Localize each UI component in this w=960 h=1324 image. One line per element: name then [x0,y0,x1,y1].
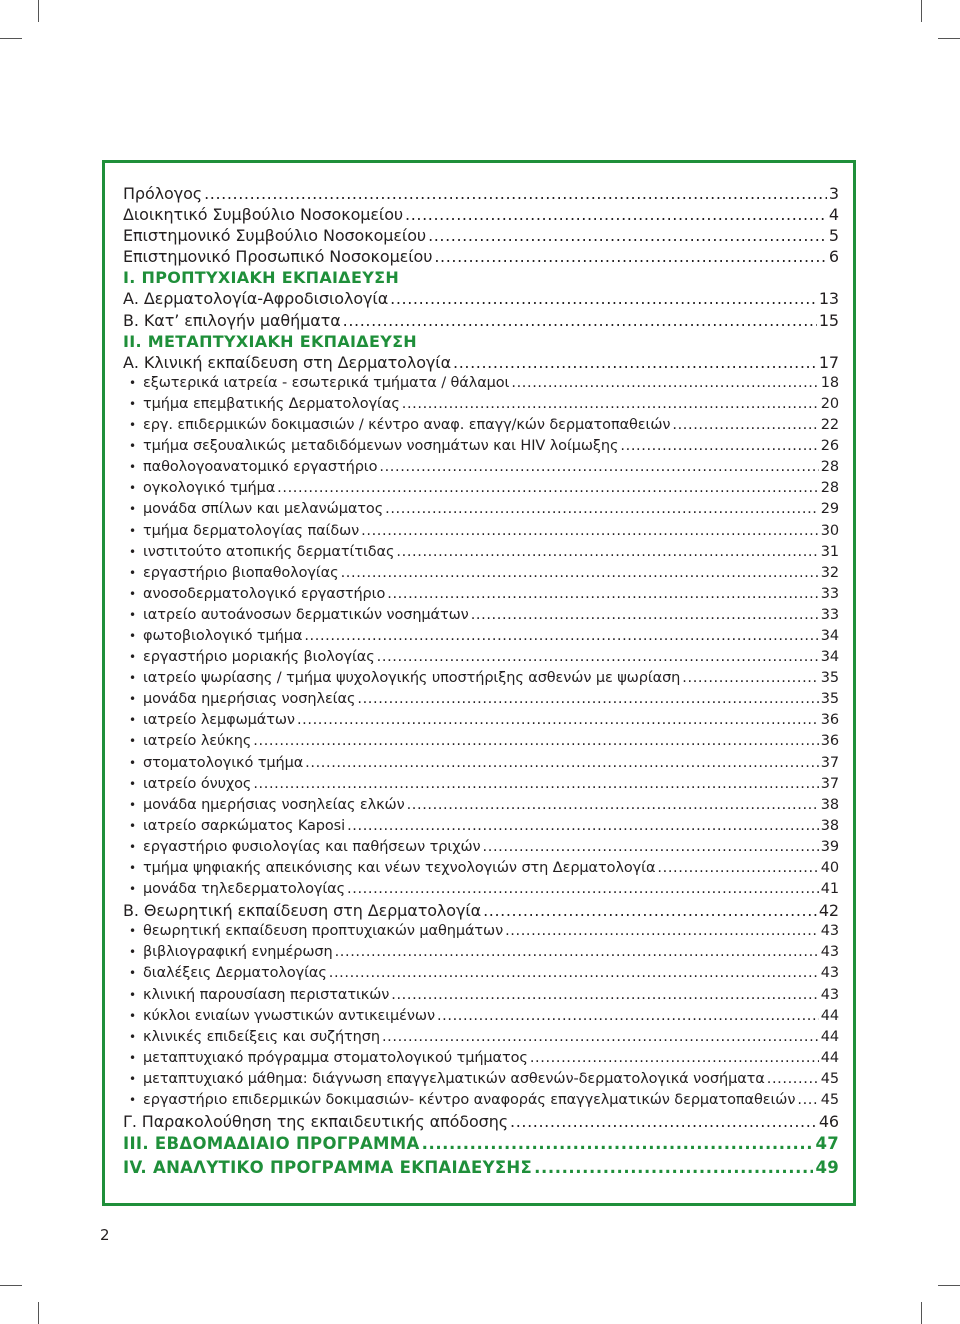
dot-leader [361,521,819,542]
toc-entry-page: 32 [820,564,839,581]
dot-leader [407,795,819,816]
page-number: 2 [100,1226,110,1244]
toc-entry-title: ΙΙΙ. ΕΒΔΟΜΑΔΙΑΙΟ ΠΡΟΓΡΑΜΜΑ [123,1134,420,1154]
bullet-icon: • [129,945,136,960]
toc-entry [123,1090,839,1111]
crop-mark [921,0,922,22]
toc-entry [123,900,839,921]
toc-entry-title: ογκολογικό τμήμα [143,480,276,497]
dot-leader [483,837,819,858]
dot-leader [511,373,818,394]
crop-mark [38,0,39,22]
crop-mark [0,1285,22,1286]
toc-entry [123,352,839,373]
dot-leader [277,478,819,499]
toc-entry [123,1111,839,1132]
toc-entry-page: 36 [820,733,839,750]
toc-entry [123,816,839,837]
toc-entry-title: ιατρείο όνυχος [143,775,252,792]
dot-leader [767,1069,819,1090]
bullet-icon: • [129,861,136,875]
dot-leader [329,963,819,984]
bullet-icon: • [129,396,136,411]
toc-entry-title: τμήμα σεξουαλικώς μεταδιδόμενων νοσημάτων και HIV λοίμωξης [143,438,619,455]
dot-leader [422,1132,814,1156]
toc-entry-title: Ι. ΠΡΟΠΤΥΧΙΑΚΗ ΕΚΠΑΙΔΕΥΣΗ [123,268,400,288]
toc-entry-title: τμήμα επεμβατικής Δερματολογίας [143,395,400,412]
toc-entry [123,963,839,984]
dot-leader [396,542,818,563]
toc-entry-page: 4 [828,205,839,225]
toc-entry-page: 43 [820,923,839,940]
toc-entry-page: 17 [818,352,839,372]
crop-mark [0,38,22,39]
dot-leader [453,352,817,373]
toc-entry [123,1048,839,1069]
toc-entry-title: Α. Κλινική εκπαίδευση στη Δερματολογία [123,352,452,372]
toc-entry [123,204,839,225]
toc-entry-title: μεταπτυχιακό πρόγραμμα στοματολογικού τμήματος [143,1049,528,1066]
toc-entry-title: εργαστήριο επιδερμικών δοκιμασιών- κέντρο αναφοράς επαγγελματικών δερματοπαθειών [143,1092,796,1109]
toc-entry-title: ΙV. ΑΝΑΛΥΤΙΚΟ ΠΡΟΓΡΑΜΜΑ ΕΚΠΑΙΔΕΥΣΗΣ [123,1158,533,1178]
dot-leader [657,858,818,879]
dot-leader [483,900,817,921]
bullet-icon: • [129,713,136,728]
toc-entry-title: Β. Θεωρητική εκπαίδευση στη Δερματολογία [123,901,482,921]
dot-leader [347,879,819,900]
toc-entry-page: 3 [828,184,839,203]
toc-entry-title: ιατρείο σαρκώματος Kaposi [143,817,346,834]
toc-entry-page: 41 [820,881,839,898]
toc-entry-page: 39 [820,838,839,855]
toc-entry-title: μονάδα τηλεδερματολογίας [143,881,346,898]
toc-entry-page: 44 [820,1028,839,1045]
toc-entry-title: ιατρείο αυτοάνοσων δερματικών νοσημάτων [143,606,469,623]
toc-entry [123,499,839,520]
toc-entry-page: 34 [820,627,839,644]
toc-entry-title: στοματολογικό τμήμα [143,754,304,771]
toc-entry-page: 18 [820,374,839,391]
bullet-icon: • [129,987,136,1002]
toc-entry-title: μονάδα ημερήσιας νοσηλείας ελκών [143,796,405,813]
toc-entry-title: τμήμα δερματολογίας παίδων [143,522,360,539]
toc-entry-page: 45 [820,1070,839,1087]
toc-entry-title: εργ. επιδερμικών δοκιμασιών / κέντρο αναφ. επαγγ/κών δερματοπαθειών [143,417,671,434]
bullet-icon: • [129,439,136,454]
dot-leader [391,985,818,1006]
dot-leader [377,647,819,668]
toc-entry-title: μονάδα σπίλων και μελανώματος [143,501,384,518]
toc-entry [123,542,839,563]
dot-leader [253,774,818,795]
toc-entry-title: κλινικές επιδείξεις και συζήτηση [143,1028,380,1045]
toc-entry-title: μεταπτυχιακό μάθημα: διάγνωση επαγγελματικών ασθενών-δερματολογικά νοσήματα [143,1070,765,1087]
toc-entry-title: εξωτερικά ιατρεία - εσωτερικά τμήματα / θάλαμοι [143,374,510,391]
toc-entry-page: 35 [820,670,839,687]
toc-entry [123,879,839,900]
toc-entry-title: Επιστημονικό Συμβούλιο Νοσοκομείου [123,226,427,246]
dot-leader [797,1090,818,1111]
toc-entry [123,478,839,499]
bullet-icon: • [129,755,136,770]
toc-entry-page: 31 [820,543,839,560]
bullet-icon: • [129,797,136,812]
toc-entry [123,225,839,246]
bullet-icon: • [129,1029,136,1044]
dot-leader [510,1111,817,1132]
toc-entry-page: 15 [818,310,839,330]
toc-entry-page: 26 [820,438,839,455]
dot-leader [253,731,818,752]
toc-entry [123,584,839,605]
toc-entry [123,1069,839,1090]
crop-mark [938,38,960,39]
dot-leader [341,563,819,584]
crop-mark [938,1285,960,1286]
toc-entry-page: 20 [820,395,839,412]
toc-entry-page: 6 [828,247,839,267]
bullet-icon: • [129,460,136,475]
dot-leader [405,204,827,225]
dot-leader [297,710,819,731]
toc-entry-page: 33 [820,585,839,602]
toc-entry-page: 36 [820,712,839,729]
toc-entry-title: παθολογοανατομικό εργαστήριο [143,459,378,476]
toc-entry-title: διαλέξεις Δερματολογίας [143,965,327,982]
dot-leader [304,626,818,647]
toc-entry-page: 44 [820,1049,839,1066]
bullet-icon: • [129,966,136,981]
toc-entry [123,858,839,879]
bullet-icon: • [129,586,136,601]
dot-leader [530,1048,819,1069]
toc-entry-page: 42 [818,901,839,921]
dot-leader [357,689,818,710]
toc-entry [123,710,839,731]
dot-leader [379,457,818,478]
toc-entry [123,1156,839,1180]
dot-leader [347,816,819,837]
dot-leader [305,753,819,774]
toc-entry [123,521,839,542]
table-of-contents-frame [102,160,856,1206]
toc-entry [123,668,839,689]
dot-leader [385,499,819,520]
toc-entry-page: 22 [820,417,839,434]
bullet-icon: • [129,544,136,559]
toc-entry [123,626,839,647]
toc-entry-title: Πρόλογος [123,184,203,203]
toc-entry-page: 30 [820,522,839,539]
toc-entry-page: 44 [820,1007,839,1024]
toc-entry [123,1027,839,1048]
toc-entry-title: Α. Δερματολογία-Αφροδισιολογία [123,289,389,309]
bullet-icon: • [129,924,136,939]
toc-entry [123,837,839,858]
dot-leader [387,584,819,605]
toc-entry-page: 46 [818,1112,839,1132]
toc-entry-title: Β. Κατ’ επιλογήν μαθήματα [123,310,341,330]
bullet-icon: • [129,650,136,665]
table-of-contents [123,183,839,1180]
bullet-icon: • [129,481,136,496]
dot-leader [534,1156,813,1180]
toc-entry [123,605,839,626]
bullet-icon: • [129,671,136,686]
toc-entry-title: ανοσοδερματολογικό εργαστήριο [143,585,386,602]
toc-entry-page: 37 [820,775,839,792]
toc-entry [123,331,839,352]
toc-entry [123,647,839,668]
dot-leader [335,942,819,963]
toc-entry-title: Επιστημονικό Προσωπικό Νοσοκομείου [123,247,433,267]
dot-leader [682,668,818,689]
toc-entry-title: εργαστήριο φυσιολογίας και παθήσεων τριχών [143,838,481,855]
toc-entry-page: 43 [820,986,839,1003]
toc-entry [123,774,839,795]
toc-entry [123,436,839,457]
bullet-icon: • [129,818,136,833]
toc-entry-page: 13 [818,289,839,309]
toc-entry [123,942,839,963]
toc-entry-title: Διοικητικό Συμβούλιο Νοσοκομείου [123,205,404,225]
bullet-icon: • [129,692,136,707]
bullet-icon: • [129,776,136,791]
toc-entry-page: 40 [820,860,839,876]
toc-entry [123,1132,839,1156]
toc-entry-title: ινστιτούτο ατοπικής δερματίτιδας [143,543,395,560]
toc-entry [123,795,839,816]
dot-leader [620,436,818,457]
toc-entry [123,985,839,1006]
toc-entry-title: ιατρείο λεμφωμάτων [143,712,295,729]
toc-entry-page: 43 [820,965,839,982]
toc-entry-title: ιατρείο ψωρίασης / τμήμα ψυχολογικής υποστήριξης ασθενών με ψωρίαση [143,670,681,687]
toc-entry-page: 35 [820,691,839,708]
toc-entry-title: ιατρείο λεύκης [143,733,252,750]
toc-entry [123,563,839,584]
toc-entry-title: ΙΙ. ΜΕΤΑΠΤΥΧΙΑΚΗ ΕΚΠΑΙΔΕΥΣΗ [123,331,417,351]
toc-entry-page: 45 [820,1092,839,1109]
toc-entry-page: 28 [820,459,839,476]
toc-entry-title: θεωρητική εκπαίδευση προπτυχιακών μαθημάτων [143,923,504,940]
toc-entry [123,267,839,288]
toc-entry-page: 28 [820,480,839,497]
bullet-icon: • [129,565,136,580]
toc-entry-page: 29 [820,501,839,518]
toc-entry [123,753,839,774]
toc-entry-page: 47 [815,1134,839,1154]
dot-leader [204,183,827,204]
dot-leader [471,605,819,626]
toc-entry-title: φωτοβιολογικό τμήμα [143,627,303,644]
toc-entry-title: τμήμα ψηφιακής απεικόνισης και νέων τεχνολογιών στη Δερματολογία [143,860,656,876]
dot-leader [382,1027,819,1048]
dot-leader [672,415,818,436]
toc-entry [123,246,839,267]
dot-leader [402,394,819,415]
toc-entry [123,731,839,752]
toc-entry [123,921,839,942]
bullet-icon: • [129,607,136,622]
toc-entry [123,1006,839,1027]
toc-entry-page: 37 [820,754,839,771]
toc-entry [123,310,839,331]
bullet-icon: • [129,1093,136,1108]
toc-entry-title: μονάδα ημερήσιας νοσηλείας [143,691,356,708]
bullet-icon: • [129,1071,136,1086]
dot-leader [390,288,817,309]
crop-mark [921,1302,922,1324]
toc-entry [123,689,839,710]
toc-entry-title: κλινική παρουσίαση περιστατικών [143,986,390,1003]
toc-entry-title: κύκλοι ενιαίων γνωστικών αντικειμένων [143,1007,435,1024]
toc-entry-page: 43 [820,944,839,961]
toc-entry [123,394,839,415]
bullet-icon: • [129,882,136,897]
toc-entry-page: 49 [815,1158,839,1178]
toc-entry [123,288,839,309]
bullet-icon: • [129,628,136,643]
toc-entry-page: 34 [820,649,839,666]
dot-leader [505,921,819,942]
toc-entry [123,183,839,204]
toc-entry-title: εργαστήριο μοριακής βιολογίας [143,649,375,666]
bullet-icon: • [129,523,136,538]
toc-entry [123,457,839,478]
dot-leader [428,225,827,246]
toc-entry-title: Γ. Παρακολούθηση της εκπαιδευτικής απόδοσης [123,1112,509,1132]
toc-entry-title: βιβλιογραφική ενημέρωση [143,944,333,961]
bullet-icon: • [129,502,136,517]
toc-entry-page: 38 [820,796,839,813]
toc-entry [123,415,839,436]
dot-leader [437,1006,819,1027]
dot-leader [434,246,827,267]
bullet-icon: • [129,734,136,749]
toc-entry-page: 33 [820,606,839,623]
bullet-icon: • [129,1050,136,1065]
bullet-icon: • [129,1008,136,1023]
bullet-icon: • [129,418,136,433]
crop-mark [38,1302,39,1324]
toc-entry-page: 38 [820,817,839,834]
bullet-icon: • [129,839,136,854]
bullet-icon: • [129,375,136,390]
toc-entry-title: εργαστήριο βιοπαθολογίας [143,564,339,581]
toc-entry [123,373,839,394]
toc-entry-page: 5 [828,226,839,246]
dot-leader [343,310,817,331]
